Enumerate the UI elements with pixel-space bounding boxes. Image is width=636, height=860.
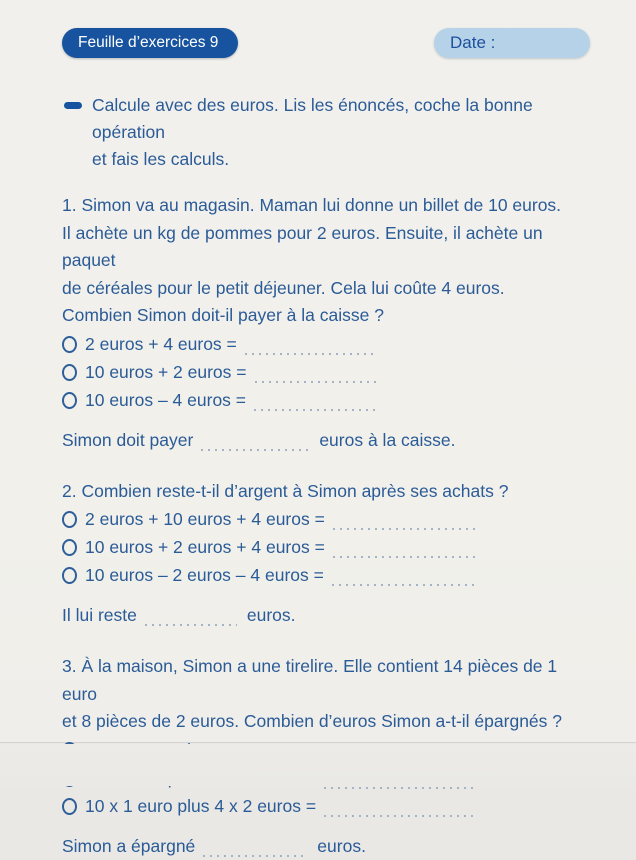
answer-blank[interactable]: [333, 555, 478, 558]
answer-blank[interactable]: [145, 623, 237, 626]
exercise-1: [62, 192, 590, 454]
statement-line: 1. Simon va au magasin. Maman lui donne un billet de 10 euros.: [62, 195, 562, 215]
answer-prefix: Simon a épargné: [62, 835, 196, 856]
option-label: 10 euros + 2 euros + 4 euros =: [85, 537, 325, 557]
exercise-1-options: [62, 330, 590, 414]
option-row: [62, 533, 480, 561]
option-row: [62, 561, 480, 589]
date-label: Date :: [450, 33, 496, 52]
answer-prefix: Il lui reste: [62, 605, 137, 625]
option-label: 10 euros – 2 euros – 4 euros =: [85, 565, 324, 585]
answer-blank[interactable]: [201, 448, 309, 451]
instruction-block: [62, 92, 590, 173]
exercise-1-answer-sentence: [62, 426, 590, 454]
option-label: 2 euros + 4 euros =: [85, 333, 237, 354]
dash-bullet-icon: [64, 102, 82, 109]
option-checkbox[interactable]: [62, 539, 77, 556]
option-checkbox[interactable]: [62, 392, 77, 409]
option-label: 10 x 1 euro plus 4 x 2 euros =: [85, 795, 317, 816]
answer-blank[interactable]: [254, 408, 378, 411]
option-row: [62, 358, 380, 386]
statement-line: de céréales pour le petit déjeuner. Cela lui coûte 4 euros.: [62, 277, 505, 298]
option-row: [62, 386, 380, 414]
statement-line: 3. À la maison, Simon a une tirelire. Elle contient 14 pièces de 1 euro: [62, 656, 558, 704]
option-checkbox[interactable]: [62, 364, 77, 381]
date-field[interactable]: [434, 28, 590, 58]
statement-line: Il achète un kg de pommes pour 2 euros. Ensuite, il achète un paquet: [62, 222, 543, 270]
exercise-1-statement: [62, 192, 590, 330]
exercise-2: [62, 478, 590, 630]
exercise-2-statement: [62, 478, 590, 506]
statement-line: et 8 pièces de 2 euros. Combien d’euros Simon a-t-il épargnés ?: [62, 711, 562, 731]
option-checkbox[interactable]: [62, 511, 77, 528]
answer-suffix: euros à la caisse.: [319, 429, 456, 450]
statement-line: 2. Combien reste-t-il d’argent à Simon après ses achats ?: [62, 480, 509, 501]
answer-blank[interactable]: [333, 527, 478, 530]
option-checkbox[interactable]: [62, 798, 77, 815]
answer-blank[interactable]: [203, 854, 307, 857]
answer-blank[interactable]: [332, 583, 478, 586]
exercise-2-options: [62, 505, 590, 589]
answer-blank[interactable]: [324, 814, 478, 817]
page-bottom-edge: [0, 744, 636, 786]
header: [62, 28, 590, 58]
worksheet-title-badge: Feuille d’exercices 9: [62, 28, 238, 58]
answer-suffix: euros.: [246, 605, 296, 625]
option-row: [62, 792, 480, 820]
option-row: [62, 505, 480, 533]
answer-suffix: euros.: [317, 835, 366, 856]
statement-line: Combien Simon doit-il payer à la caisse ?: [62, 305, 384, 325]
option-label: 10 euros + 2 euros =: [85, 361, 247, 382]
option-label: 2 euros + 10 euros + 4 euros =: [85, 509, 325, 529]
answer-blank[interactable]: [255, 380, 379, 383]
answer-prefix: Simon doit payer: [62, 429, 194, 450]
instruction-line: et fais les calculs.: [92, 149, 230, 169]
option-row: [62, 330, 380, 358]
option-checkbox[interactable]: [62, 567, 77, 584]
option-checkbox[interactable]: [62, 336, 77, 353]
option-label: 10 euros – 4 euros =: [85, 389, 247, 410]
answer-blank[interactable]: [245, 352, 378, 355]
instruction-line: Calcule avec des euros. Lis les énoncés, coche la bonne opération: [92, 95, 533, 142]
exercise-3-statement: [62, 653, 590, 736]
exercise-2-answer-sentence: [62, 601, 590, 629]
exercise-3-answer-sentence: [62, 832, 590, 860]
